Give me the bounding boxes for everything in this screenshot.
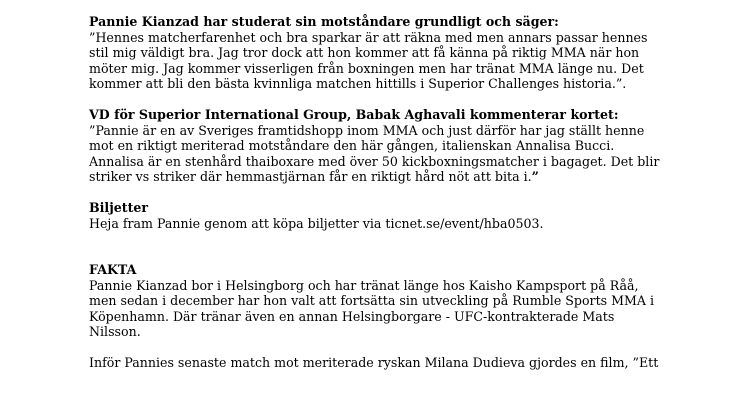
- vd-comment-line: Annalisa är en stenhård thaiboxare med över 50 kickboxningsmatcher i bagaget. Det blir: [89, 153, 660, 169]
- tickets-line: Heja fram Pannie genom att köpa biljetter via ticnet.se/event/hba0503.: [89, 215, 544, 231]
- paragraph-spacer: [89, 340, 699, 356]
- pannie-quote-line: ”Hennes matcherfarenhet och bra sparkar är att räkna med men annars passar hennes: [89, 29, 648, 45]
- facts-heading: FAKTA: [89, 262, 137, 277]
- film-line: Inför Pannies senaste match mot meriterade ryskan Milana Dudieva gjordes en film, ”Ett: [89, 355, 659, 370]
- pannie-quote-line: stil mig väldigt bra. Jag tror dock att hon kommer att få känna på riktig MMA när hon: [89, 45, 640, 60]
- paragraph-spacer: [89, 92, 699, 108]
- facts-line: Köpenhamn. Där tränar även en annan Helsingborgare - UFC-kontrakterade Mats: [89, 308, 615, 324]
- tickets-section: [89, 200, 699, 231]
- vd-comment-closing-quote: ”: [531, 169, 539, 184]
- vd-comment-line: ”Pannie är en av Sveriges framtidshopp inom MMA och just därför har jag ställt henne: [89, 122, 645, 138]
- vd-comment-line: mot en riktigt meriterad motståndare den här gången, italienskan Annalisa Bucci.: [89, 138, 615, 153]
- vd-comment-section: [89, 107, 699, 185]
- facts-section: [89, 262, 699, 340]
- document-page: [89, 14, 699, 371]
- tickets-heading: Biljetter: [89, 200, 149, 215]
- paragraph-spacer: [89, 231, 699, 262]
- vd-comment-last-line: [89, 169, 699, 185]
- facts-line: men sedan i december har hon valt att fortsätta sin utveckling på Rumble Sports MMA i: [89, 293, 655, 308]
- paragraph-spacer: [89, 185, 699, 201]
- pannie-quote-line: kommer att bli den bästa kvinnliga matchen hittills i Superior Challenges historia.”.: [89, 76, 627, 91]
- vd-comment-last-text: striker vs striker där hemmastjärnan får en riktigt hård nöt att bita i.: [89, 169, 532, 184]
- pannie-quote-heading: Pannie Kianzad har studerat sin motståndare grundligt och säger:: [89, 14, 559, 29]
- vd-comment-heading: VD för Superior International Group, Babak Aghavali kommenterar kortet:: [89, 107, 619, 122]
- pannie-quote-line: möter mig. Jag kommer visserligen från boxningen men har tränat MMA länge nu. Det: [89, 60, 644, 76]
- facts-line: Pannie Kianzad bor i Helsingborg och har tränat länge hos Kaisho Kampsport på Råå,: [89, 277, 639, 293]
- film-section: [89, 355, 699, 371]
- facts-line: Nilsson.: [89, 324, 141, 339]
- pannie-quote-section: [89, 14, 699, 92]
